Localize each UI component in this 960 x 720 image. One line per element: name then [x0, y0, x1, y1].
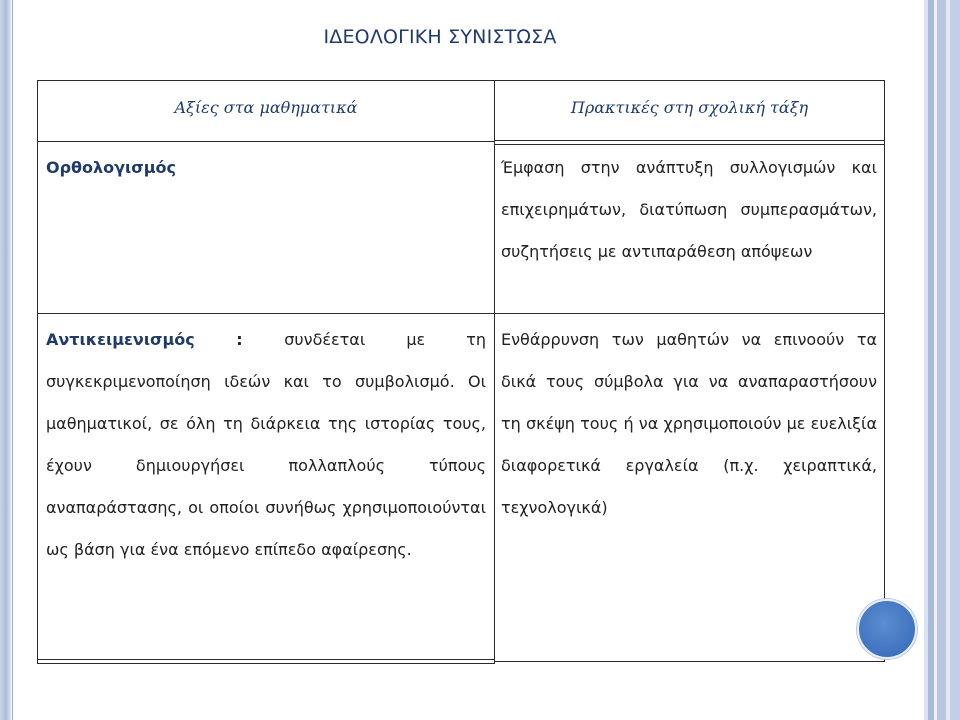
decorative-circle	[857, 599, 917, 659]
header-values: Αξίες στα μαθηματικά	[174, 98, 358, 117]
row2-right-cell: Ενθάρρυνση των μαθητών να επινοούν τα δικά τους σύμβολα για να αναπαραστήσουν τη σκέψη τους ή να χρησιμοποιούν με ευελιξία διαφορετικά εργαλεία (π.χ. χειραπτικά, τεχνολογικά)	[501, 330, 877, 517]
row1-right-cell: Έμφαση στην ανάπτυξη συλλογισμών και επιχειρημάτων, διατύπωση συμπερασμάτων, συζητήσεις με αντιπαράθεση απόψεων	[501, 158, 877, 261]
row2-left-cell	[46, 319, 486, 571]
row2-separator: :	[194, 330, 285, 349]
left-border-strip	[0, 0, 11, 720]
row2-left-text: συνδέεται με τη συγκεκριμενοποίηση ιδεών και το συμβολισμό. Οι μαθηματικοί, σε όλη τη διάρκεια της ιστορίας τους, έχουν δημιουργήσει πολλαπλούς τύπους αναπαράστασης, οι οποίοι συνήθως χρησιμοποιούνται ως βάση για ένα επόμενο επίπεδο αφαίρεσης.	[46, 330, 486, 559]
row1-left-cell	[46, 147, 486, 189]
row2-label: Αντικειμενισμός	[46, 330, 195, 349]
slide-title: ΙΔΕΟΛΟΓΙΚΗ ΣΥΝΙΣΤΩΣΑ	[323, 26, 557, 48]
row1-label: Ορθολογισμός	[46, 158, 176, 177]
header-practices: Πρακτικές στη σχολική τάξη	[570, 98, 809, 117]
right-border-decoration	[924, 0, 960, 720]
